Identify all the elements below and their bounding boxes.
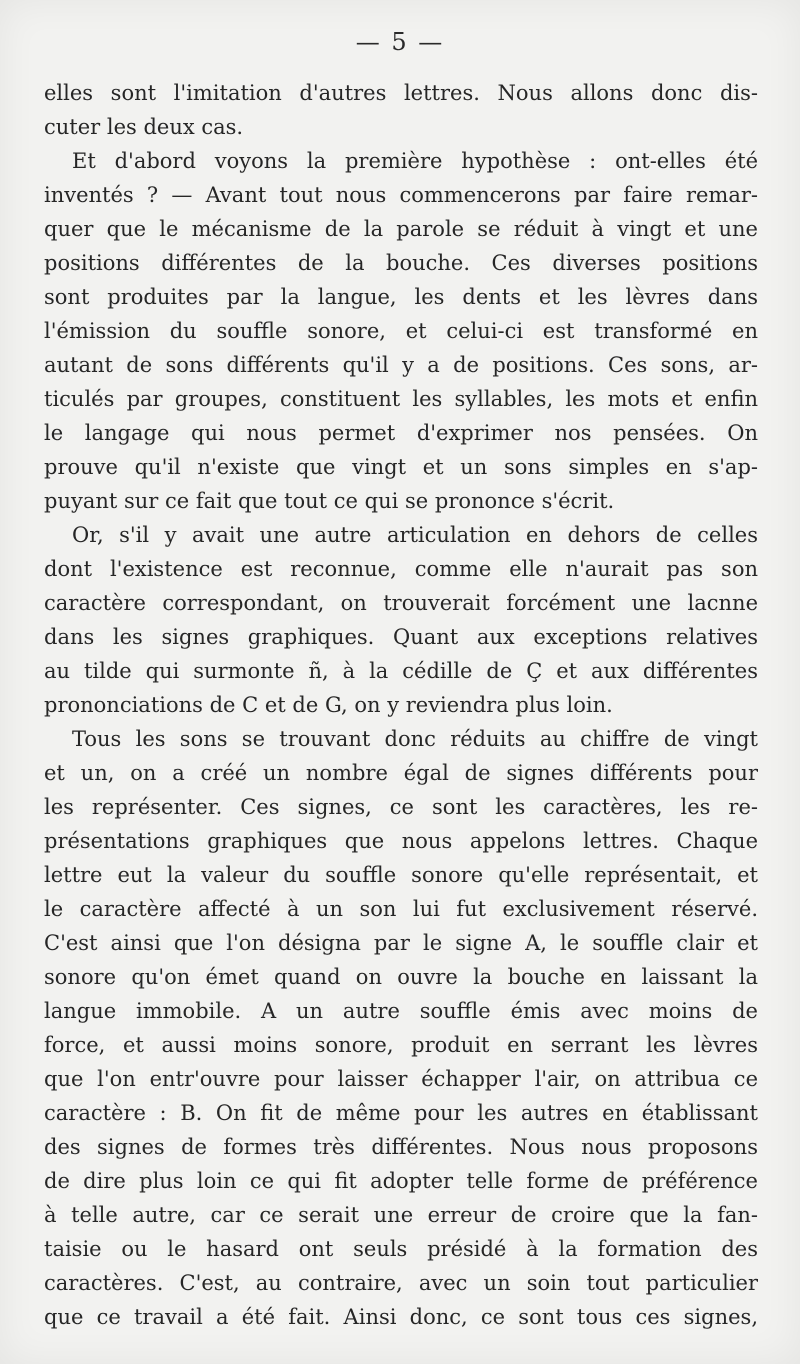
text-line: caractères. C'est, au contraire, avec un soin tout particulier — [44, 1271, 758, 1295]
text-line: présentations graphiques que nous appelons lettres. Chaque — [44, 829, 758, 853]
text-line: autant de sons différents qu'il y a de positions. Ces sons, ar- — [44, 353, 758, 377]
text-line: Or, s'il y avait une autre articulation en dehors de celles — [72, 523, 758, 547]
text-line: force, et aussi moins sonore, produit en serrant les lèvres — [44, 1033, 758, 1057]
text-line: des signes de formes très différentes. Nous nous proposons — [44, 1135, 758, 1159]
text-line: ticulés par groupes, constituent les syllables, les mots et enfin — [44, 387, 758, 411]
text-line: inventés ? — Avant tout nous commencerons par faire remar- — [44, 183, 758, 207]
text-line: positions différentes de la bouche. Ces diverses positions — [44, 251, 758, 275]
text-line: que ce travail a été fait. Ainsi donc, ce sont tous ces signes, — [44, 1305, 758, 1329]
text-line: les représenter. Ces signes, ce sont les caractères, les re- — [44, 795, 758, 819]
text-line: de dire plus loin ce qui fit adopter telle forme de préférence — [44, 1169, 758, 1193]
text-line: dans les signes graphiques. Quant aux exceptions relatives — [44, 625, 758, 649]
text-line: puyant sur ce fait que tout ce qui se prononce s'écrit. — [44, 489, 615, 513]
text-line: taisie ou le hasard ont seuls présidé à la formation des — [44, 1237, 758, 1261]
text-line: Et d'abord voyons la première hypothèse : ont-elles été — [72, 149, 758, 173]
text-line: cuter les deux cas. — [44, 115, 244, 139]
text-line: elles sont l'imitation d'autres lettres. Nous allons donc dis- — [44, 81, 758, 105]
text-line: caractère correspondant, on trouverait forcément une lacnne — [44, 591, 758, 615]
text-line: lettre eut la valeur du souffle sonore qu'elle représentait, et — [44, 863, 758, 887]
text-line: à telle autre, car ce serait une erreur de croire que la fan- — [44, 1203, 758, 1227]
text-line: sonore qu'on émet quand on ouvre la bouche en laissant la — [44, 965, 758, 989]
text-line: dont l'existence est reconnue, comme elle n'aurait pas son — [44, 557, 758, 581]
body-text — [44, 76, 758, 1334]
text-line: sont produites par la langue, les dents et les lèvres dans — [44, 285, 758, 309]
text-line: langue immobile. A un autre souffle émis avec moins de — [44, 999, 758, 1023]
text-line: prononciations de C et de G, on y reviendra plus loin. — [44, 693, 613, 717]
text-line: C'est ainsi que l'on désigna par le signe A, le souffle clair et — [44, 931, 758, 955]
text-line: et un, on a créé un nombre égal de signes différents pour — [44, 761, 758, 785]
text-line: le caractère affecté à un son lui fut exclusivement réservé. — [44, 897, 758, 921]
text-line: l'émission du souffle sonore, et celui-ci est transformé en — [44, 319, 758, 343]
text-line: caractère : B. On fit de même pour les autres en établissant — [44, 1101, 758, 1125]
page-number: — 5 — — [355, 28, 445, 56]
text-line: prouve qu'il n'existe que vingt et un sons simples en s'ap- — [44, 455, 758, 479]
text-line: que l'on entr'ouvre pour laisser échapper l'air, on attribua ce — [44, 1067, 758, 1091]
text-line: quer que le mécanisme de la parole se réduit à vingt et une — [44, 217, 758, 241]
text-line: au tilde qui surmonte ñ, à la cédille de Ç et aux différentes — [44, 659, 758, 683]
text-line: Tous les sons se trouvant donc réduits au chiffre de vingt — [72, 727, 758, 751]
text-line: le langage qui nous permet d'exprimer nos pensées. On — [44, 421, 758, 445]
